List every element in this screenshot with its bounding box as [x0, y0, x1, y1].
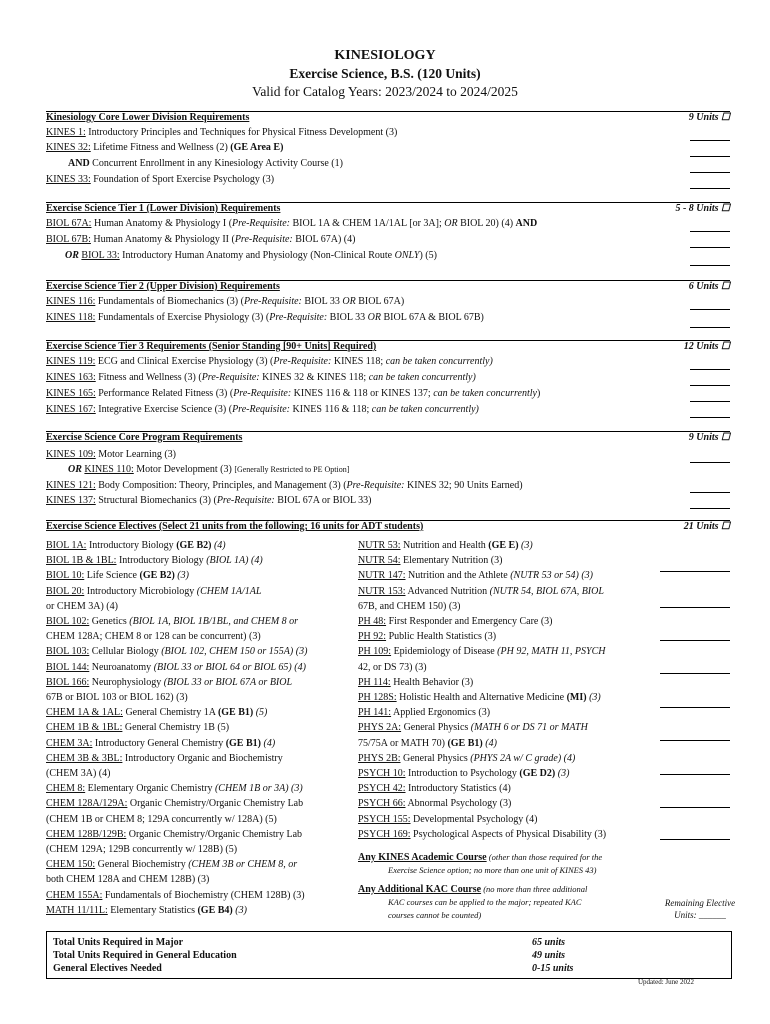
- course-line: KINES 167: Integrative Exercise Science (3) (Pre-Requisite: KINES 116 & 118; can be taken concurrently): [46, 404, 479, 415]
- elective-course-line: BIOL 1B & 1BL: Introductory Biology (BIOL 1A) (4): [46, 555, 263, 567]
- elective-course-line: MATH 11/11L: Elementary Statistics (GE B4) (3): [46, 904, 247, 916]
- blank-line: [690, 172, 730, 173]
- total-major-value: 65 units: [532, 937, 566, 948]
- course-line: KINES 118: Fundamentals of Exercise Physiology (3) (Pre-Requisite: BIOL 33 OR BIOL 67A & BIOL 67B): [46, 312, 484, 323]
- course-line: KINES 109: Motor Learning (3): [46, 449, 176, 460]
- elective-course-line: (CHEM 3A) (4): [46, 768, 111, 779]
- elective-course-line: CHEM 128B/129B: Organic Chemistry/Organic Chemistry Lab: [46, 828, 303, 840]
- blank-line: [660, 640, 730, 641]
- elective-course-line: (CHEM 1B or CHEM 8; 129A concurrently w/ 128A) (5): [46, 813, 277, 825]
- elective-course-line: PHYS 2B: General Physics (PHYS 2A w/ C grade) (4): [358, 752, 576, 764]
- elective-course-line: CHEM 128A/129A: Organic Chemistry/Organic Chemistry Lab: [46, 798, 304, 810]
- course-line: KINES 163: Fitness and Wellness (3) (Pre-Requisite: KINES 32 & KINES 118; can be taken concurrently): [46, 372, 476, 383]
- blank-line: [660, 673, 730, 674]
- blank-line: [690, 417, 730, 418]
- elective-course-line: NUTR 53: Nutrition and Health (GE E) (3): [358, 540, 533, 551]
- course-line: KINES 33: Foundation of Sport Exercise Psychology (3): [46, 174, 275, 185]
- elective-course-line: PHYS 2A: General Physics (MATH 6 or DS 71 or MATH: [358, 722, 588, 734]
- elective-course-line: 67B, and CHEM 150) (3): [358, 600, 461, 612]
- catalog-years: Valid for Catalog Years: 2023/2024 to 2024/2025: [252, 84, 518, 99]
- course-line: KINES 32: Lifetime Fitness and Wellness (2) (GE Area E): [46, 142, 284, 153]
- tier3-section: [46, 340, 730, 419]
- elective-course-line: CHEM 3A: Introductory General Chemistry (GE B1) (4): [46, 737, 276, 749]
- section-title: Exercise Science Core Program Requirements: [46, 432, 243, 443]
- blank-line: [660, 607, 730, 608]
- elective-course-line: PH 114: Health Behavior (3): [358, 676, 474, 688]
- section-title: Exercise Science Tier 1 (Lower Division) Requirements: [46, 203, 281, 214]
- elective-course-line: 42, or DS 73) (3): [358, 661, 427, 673]
- section-title: Exercise Science Tier 2 (Upper Division) Requirements: [46, 281, 280, 292]
- elective-course-line: 67B or BIOL 103 or BIOL 162) (3): [46, 692, 188, 703]
- elective-course-line: both CHEM 128A and CHEM 128B) (3): [46, 874, 210, 886]
- elective-course-line: PSYCH 10: Introduction to Psychology (GE D2) (3): [358, 768, 570, 779]
- blank-line: [690, 188, 730, 189]
- elective-course-line: or CHEM 3A) (4): [46, 600, 118, 612]
- any-kac-course: Any Additional KAC Course (no more than three additional: [358, 884, 588, 895]
- section-units: 5 - 8 Units ☐: [675, 203, 730, 214]
- blank-line: [690, 327, 730, 328]
- section-units: 12 Units ☐: [683, 341, 730, 352]
- blank-line: [690, 309, 730, 310]
- elective-course-line: NUTR 54: Elementary Nutrition (3): [358, 555, 503, 567]
- elective-course-line: PH 128S: Holistic Health and Alternative Medicine (MI) (3): [358, 692, 601, 703]
- blank-line: [690, 401, 730, 402]
- course-line: OR BIOL 33: Introductory Human Anatomy and Physiology (Non-Clinical Route ONLY) (5): [65, 250, 437, 261]
- document-title: KINESIOLOGY: [334, 48, 436, 63]
- elective-course-line: BIOL 10: Life Science (GE B2) (3): [46, 570, 189, 582]
- core-program-section: [46, 431, 730, 510]
- section-units: 9 Units ☐: [688, 112, 730, 123]
- course-line: KINES 137: Structural Biomechanics (3) (Pre-Requisite: BIOL 67A or BIOL 33): [46, 495, 372, 506]
- blank-line: [690, 508, 730, 509]
- blank-line: [690, 369, 730, 370]
- totals-box: [46, 931, 732, 979]
- section-units: 9 Units ☐: [688, 432, 730, 443]
- course-line: KINES 121: Body Composition: Theory, Principles, and Management (3) (Pre-Requisite: KINES 32; 90 Units Earned): [46, 480, 523, 491]
- elective-course-line: PSYCH 155: Developmental Psychology (4): [358, 813, 538, 825]
- blank-line: [690, 156, 730, 157]
- any-kac-note: courses cannot be counted): [388, 910, 482, 920]
- elective-course-line: (CHEM 129A; 129B concurrently w/ 128B) (5): [46, 844, 238, 855]
- blank-line: [690, 462, 730, 463]
- blank-line: [660, 839, 730, 840]
- course-line: OR KINES 110: Motor Development (3) [Generally Restricted to PE Option]: [68, 464, 350, 475]
- elective-course-line: PH 141: Applied Ergonomics (3): [358, 707, 491, 719]
- any-kac-note: KAC courses can be applied to the major; repeated KAC: [388, 897, 582, 907]
- updated-date: Updated: June 2022: [638, 978, 694, 986]
- electives-section: [46, 520, 730, 923]
- blank-line: [690, 140, 730, 141]
- section-title: Kinesiology Core Lower Division Requirements: [46, 112, 250, 123]
- blank-line: [660, 774, 730, 775]
- blank-line: [690, 231, 730, 232]
- course-line: KINES 119: ECG and Clinical Exercise Physiology (3) (Pre-Requisite: KINES 118; can be taken concurrently): [46, 356, 493, 367]
- elective-course-line: PSYCH 42: Introductory Statistics (4): [358, 783, 511, 795]
- elective-course-line: BIOL 1A: Introductory Biology (GE B2) (4): [46, 540, 226, 551]
- degree-title: Exercise Science, B.S. (120 Units): [289, 66, 481, 81]
- elective-course-line: CHEM 150: General Biochemistry (CHEM 3B or CHEM 8, or: [46, 859, 298, 871]
- elective-course-line: CHEM 1B & 1BL: General Chemistry 1B (5): [46, 722, 230, 734]
- elective-course-line: 75/75A or MATH 70) (GE B1) (4): [358, 737, 497, 749]
- remaining-elective-units: Remaining Elective Units: ______: [664, 898, 736, 920]
- tier2-section: [46, 280, 730, 329]
- total-major-label: Total Units Required in Major: [53, 937, 184, 948]
- elective-course-line: BIOL 103: Cellular Biology (BIOL 102, CHEM 150 or 155A) (3): [46, 646, 308, 658]
- blank-line: [690, 265, 730, 266]
- blank-line: [660, 807, 730, 808]
- elective-course-line: BIOL 166: Neurophysiology (BIOL 33 or BIOL 67A or BIOL: [46, 676, 293, 688]
- elective-course-line: CHEM 128A; CHEM 8 or 128 can be concurrent) (3): [46, 631, 261, 643]
- elective-course-line: PH 92: Public Health Statistics (3): [358, 631, 497, 643]
- elective-course-line: NUTR 153: Advanced Nutrition (NUTR 54, BIOL 67A, BIOL: [358, 585, 604, 597]
- section-title: Exercise Science Electives (Select 21 units from the following; 16 units for ADT students): [46, 521, 424, 532]
- elective-course-line: CHEM 3B & 3BL: Introductory Organic and Biochemistry: [46, 752, 283, 764]
- elective-course-line: CHEM 8: Elementary Organic Chemistry (CHEM 1B or 3A) (3): [46, 783, 303, 795]
- any-kines-course: Any KINES Academic Course (other than those required for the: [358, 852, 603, 863]
- course-line: KINES 116: Fundamentals of Biomechanics (3) (Pre-Requisite: BIOL 33 OR BIOL 67A): [46, 296, 405, 307]
- tier1-section: [46, 202, 730, 265]
- blank-line: [690, 492, 730, 493]
- elective-course-line: PSYCH 169: Psychological Aspects of Physical Disability (3): [358, 828, 607, 840]
- elective-course-line: BIOL 20: Introductory Microbiology (CHEM 1A/1AL: [46, 585, 262, 597]
- blank-line: [690, 247, 730, 248]
- course-line: AND Concurrent Enrollment in any Kinesiology Activity Course (1): [68, 158, 343, 169]
- total-ge-value: 49 units: [532, 950, 566, 961]
- blank-line: [660, 571, 730, 572]
- any-kines-note: Exercise Science option; no more than one unit of KINES 43): [388, 865, 597, 875]
- general-electives-value: 0-15 units: [532, 963, 574, 974]
- section-units: 6 Units ☐: [688, 281, 730, 292]
- course-line: KINES 1: Introductory Principles and Techniques for Physical Fitness Development (3): [46, 127, 398, 138]
- elective-course-line: PH 48: First Responder and Emergency Care (3): [358, 616, 553, 627]
- elective-course-line: NUTR 147: Nutrition and the Athlete (NUTR 53 or 54) (3): [358, 570, 593, 582]
- section-units: 21 Units ☐: [683, 521, 730, 532]
- elective-course-line: PSYCH 66: Abnormal Psychology (3): [358, 798, 512, 810]
- course-line: BIOL 67A: Human Anatomy & Physiology I (Pre-Requisite: BIOL 1A & CHEM 1A/1AL [or 3A]; OR BIOL 20) (4) AND: [46, 218, 538, 229]
- elective-course-line: BIOL 144: Neuroanatomy (BIOL 33 or BIOL 64 or BIOL 65) (4): [46, 661, 306, 673]
- blank-line: [690, 385, 730, 386]
- total-ge-label: Total Units Required in General Education: [53, 950, 237, 961]
- blank-line: [660, 707, 730, 708]
- course-line: KINES 165: Performance Related Fitness (3) (Pre-Requisite: KINES 116 & 118 or KINES 137; can be taken concurrently): [46, 388, 541, 399]
- blank-line: [660, 740, 730, 741]
- elective-course-line: CHEM 1A & 1AL: General Chemistry 1A (GE B1) (5): [46, 707, 268, 719]
- course-line: BIOL 67B: Human Anatomy & Physiology II (Pre-Requisite: BIOL 67A) (4): [46, 234, 356, 245]
- elective-course-line: PH 109: Epidemiology of Disease (PH 92, MATH 11, PSYCH: [358, 646, 606, 658]
- core-lower-division-section: [46, 111, 730, 192]
- general-electives-label: General Electives Needed: [53, 963, 162, 974]
- elective-course-line: CHEM 155A: Fundamentals of Biochemistry (CHEM 128B) (3): [46, 889, 305, 901]
- section-title: Exercise Science Tier 3 Requirements (Senior Standing [90+ Units] Required): [46, 341, 377, 352]
- elective-course-line: BIOL 102: Genetics (BIOL 1A, BIOL 1B/1BL, and CHEM 8 or: [46, 616, 299, 627]
